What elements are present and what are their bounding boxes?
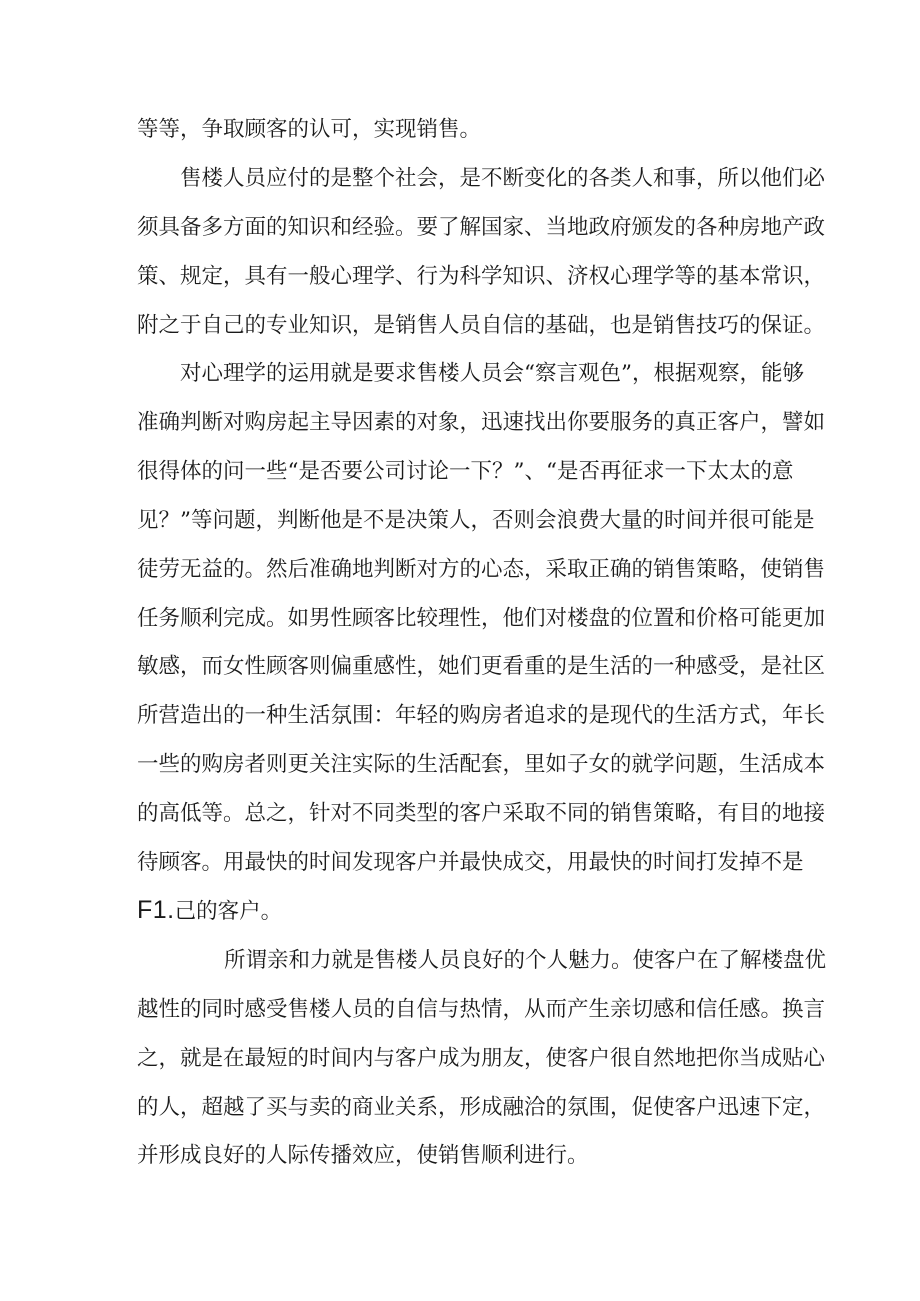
- paragraph-4-line-3: 之，就是在最短的时间内与客户成为朋友，使客户很自然地把你当成贴心: [137, 1046, 826, 1071]
- paragraph-4-line-2: 越性的同时感受售楼人员的自信与热情，从而产生亲切感和信任感。换言: [137, 997, 826, 1022]
- paragraph-3-line-3: 很得体的问一些“是否要公司讨论一下？”、“是否再征求一下太太的意: [137, 459, 794, 484]
- paragraph-2-line-3: 策、规定，具有一般心理学、行为科学知识、济权心理学等的基本常识，: [137, 264, 826, 289]
- paragraph-4-line-1: 所谓亲和力就是售楼人员良好的个人魅力。使客户在了解楼盘优: [224, 948, 827, 973]
- paragraph-3-line-9: 一些的购房者则更关注实际的生活配套，里如子女的就学问题，生活成本: [137, 752, 826, 777]
- paragraph-1-line-1: 等等，争取顾客的认可，实现销售。: [137, 117, 482, 142]
- paragraph-4-line-5: 并形成良好的人际传播效应，使销售顺利进行。: [137, 1143, 589, 1168]
- paragraph-3-line-12: [137, 892, 282, 928]
- paragraph-2-line-4: 附之于自己的专业知识，是销售人员自信的基础，也是销售技巧的保证。: [137, 313, 826, 338]
- paragraph-3-line-1: 对心理学的运用就是要求售楼人员会“察言观色”，根据观察，能够: [180, 361, 804, 386]
- paragraph-4-line-4: 的人，超越了买与卖的商业关系，形成融洽的氛围，促使客户迅速下定，: [137, 1095, 826, 1120]
- paragraph-3-line-4: 见？”等问题，判断他是不是决策人，否则会浪费大量的时间并很可能是: [137, 508, 815, 533]
- paragraph-3-line-11: 待顾客。用最快的时间发现客户并最快成交，用最快的时间打发掉不是: [137, 850, 804, 875]
- paragraph-3-line-12-text: 己的客户。: [174, 899, 283, 924]
- paragraph-3-line-7: 敏感，而女性顾客则偏重感性，她们更看重的是生活的一种感受，是社区: [137, 654, 826, 679]
- paragraph-3-line-5: 徒劳无益的。然后准确地判断对方的心态，采取正确的销售策略，使销售: [137, 557, 826, 582]
- paragraph-3-line-10: 的高低等。总之，针对不同类型的客户采取不同的销售策略，有目的地接: [137, 801, 826, 826]
- paragraph-2-line-1: 售楼人员应付的是整个社会，是不断变化的各类人和事，所以他们必: [180, 166, 826, 191]
- paragraph-2-line-2: 须具备多方面的知识和经验。要了解国家、当地政府颁发的各种房地产政: [137, 215, 826, 240]
- paragraph-3-line-2: 准确判断对购房起主导因素的对象，迅速找出你要服务的真正客户，譬如: [137, 410, 826, 435]
- f1-prefix: F1.: [137, 896, 175, 924]
- paragraph-3-line-6: 任务顺利完成。如男性顾客比较理性，他们对楼盘的位置和价格可能更加: [137, 606, 826, 631]
- paragraph-3-line-8: 所营造出的一种生活氛围：年轻的购房者追求的是现代的生活方式，年长: [137, 703, 826, 728]
